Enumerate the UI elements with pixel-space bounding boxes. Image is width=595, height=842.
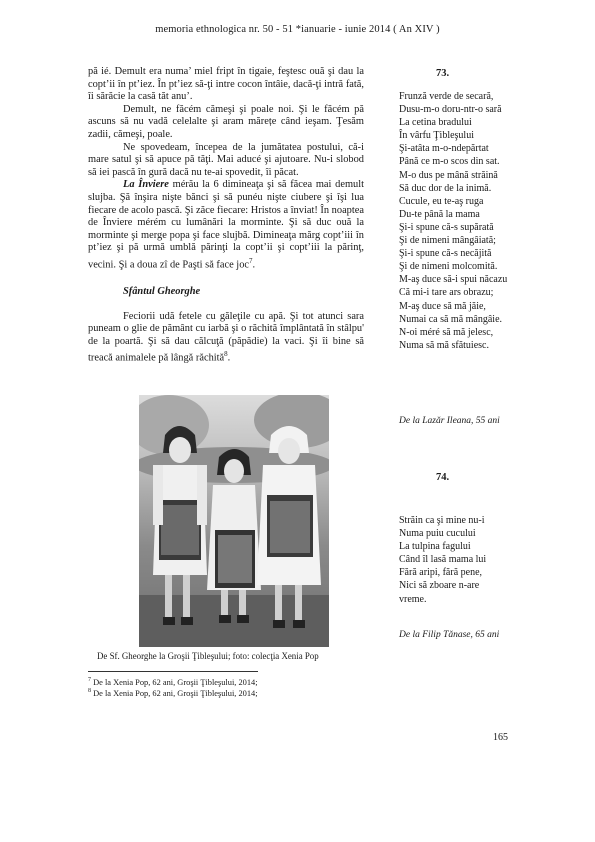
paragraph [88,179,364,272]
paragraph-text: . [252,259,256,271]
poem-line: Fără aripi, fără pene, [399,567,483,579]
poem-number: 73. [436,68,450,79]
poem-line: Să duc dor de la inimă. [399,182,492,194]
poem-line: Numa puiu cucului [399,528,476,540]
poem-line: Nici să zboare n-are [399,580,480,592]
poem-line: Numa să mă sfătuiesc. [399,339,489,351]
paragraph-text: Feciorii udă fetele cu găleţile cu apă. Şi tot atunci sara puneam o glie de pământ cu iarbă şi o răchită împlântată în stâlpu' de la poartă. Şi să dau călcuţă (păpădie) la vaci. Şi îi bine să treacă animalele pă lângă răchită [88,310,364,364]
footnote-ref[interactable]: 8 [224,350,228,359]
footnote-text: De la Xenia Pop, 62 ani, Groşii Ţibleşului, 2014; [91,688,258,698]
poem-line: M-o dus pe mână străină [399,169,498,181]
poem-line: Că mi-i tare ars obrazu; [399,287,494,299]
footnote-separator [88,671,258,672]
footnote-mark: 7 [88,677,91,683]
poem-line: Şi-atâta m-o-ndepărtat [399,143,489,155]
poem-line: M-aş duce să mă jăie, [399,300,486,312]
poem-credit: De la Lazăr Ileana, 55 ani [399,416,500,426]
poem-line: Străin ca şi mine nu-i [399,515,485,526]
poem-73 [399,90,539,352]
paragraph: Demult, ne făcém cămeşi şi poale noi. Şi le făcém pă ascuns să nu vadă celelalte şi aram mărețe când ieşam. Ţesăm zadii, cămeşi, poale. [88,103,364,140]
poem-74 [399,514,539,606]
poem-line: Frunză verde de secară, [399,91,494,102]
poem-line: Cucule, eu te-aş ruga [399,195,484,207]
paragraph-text: mérău la 6 dimineaţa şi să făcea mai demult slujba. Şă înşira nişte bănci şi să punéu nişte ciubere şi îşi lua fiecare de acolo pască. Şi zăce fiecare: Hristos a înviat! În noaptea de Înviere mérém cu lumânări la morminte. Şi să duc ouă la morminte şi merge popa şi face slujbă. Dimineaţa mărg copt’iii în pt’iez şi pă urmă umblă părinţi la copt’ii şi copt’iii la părinţ, vecini. Şi a doua zî de Paşti să face joc [88,179,365,271]
poem-line: Până ce m-o scos din sat. [399,156,500,168]
paragraph: pă ié. Demult era numa’ miel fript în tigaie, feştesc ouă şi dau la copt’ii în pt’iez. În pt’iez să-ţi intre cocon întâie, dacă-ţi intră fată, îi sărăcie la casă tăt anu’. [88,66,364,103]
poem-line: La cetina bradului [399,117,472,129]
poem-line: Du-te până la mama [399,208,480,220]
poem-line: Când îl lasă mama lui [399,554,487,566]
photo-illustration [139,395,329,647]
poem-line: vreme. [399,593,427,605]
poem-line: Şi-i spune că-s necăjită [399,248,492,260]
poem-line: Dusu-m-o doru-ntr-o sară [399,104,502,116]
photo-caption: De Sf. Gheorghe la Groşii Ţibleşului; foto: colecţia Xenia Pop [97,651,319,661]
poem-line: Numai ca să mă mângâie. [399,313,503,325]
footnote-ref[interactable]: 7 [249,256,253,265]
paragraph-text: . [227,352,231,364]
poem-line: Şi de nimeni molcomită. [399,261,498,273]
poem-number: 74. [436,472,450,483]
poem-credit: De la Filip Tănase, 65 ani [399,630,500,640]
footnote-text: De la Xenia Pop, 62 ani, Groşii Ţibleşului, 2014; [91,677,258,687]
poem-line: În vârfu Ţibleşului [399,130,474,142]
poem-line: Şi de nimeni mângâiată; [399,235,496,247]
photo-three-girls [139,395,329,647]
page-number: 165 [493,732,508,743]
footnote [88,686,368,699]
poem-line: La tulpina fagului [399,541,471,553]
main-text-column [88,66,364,365]
paragraph [88,311,364,366]
footnote-mark: 8 [88,688,91,694]
poem-line: M-aş duce să-i spui năcazu [399,274,508,286]
poem-line: Şi-i spune că-s supărată [399,221,494,233]
section-title: Sfântul Gheorghe [123,285,201,297]
journal-header: memoria ethnologica nr. 50 - 51 *ianuarie - iunie 2014 ( An XIV ) [155,24,440,35]
inline-heading: La Înviere [123,179,169,191]
poem-line: N-oi méré să mă jelesc, [399,326,494,338]
paragraph: Ne spovedeam, începea de la jumătatea postului, că-i mare satul şi să apuce pă tăţi. Mai aducé şi ajutoare. Nu-i slobod să iei pască în gură dacă nu te-ai spovedit, îi păcat. [88,141,364,178]
